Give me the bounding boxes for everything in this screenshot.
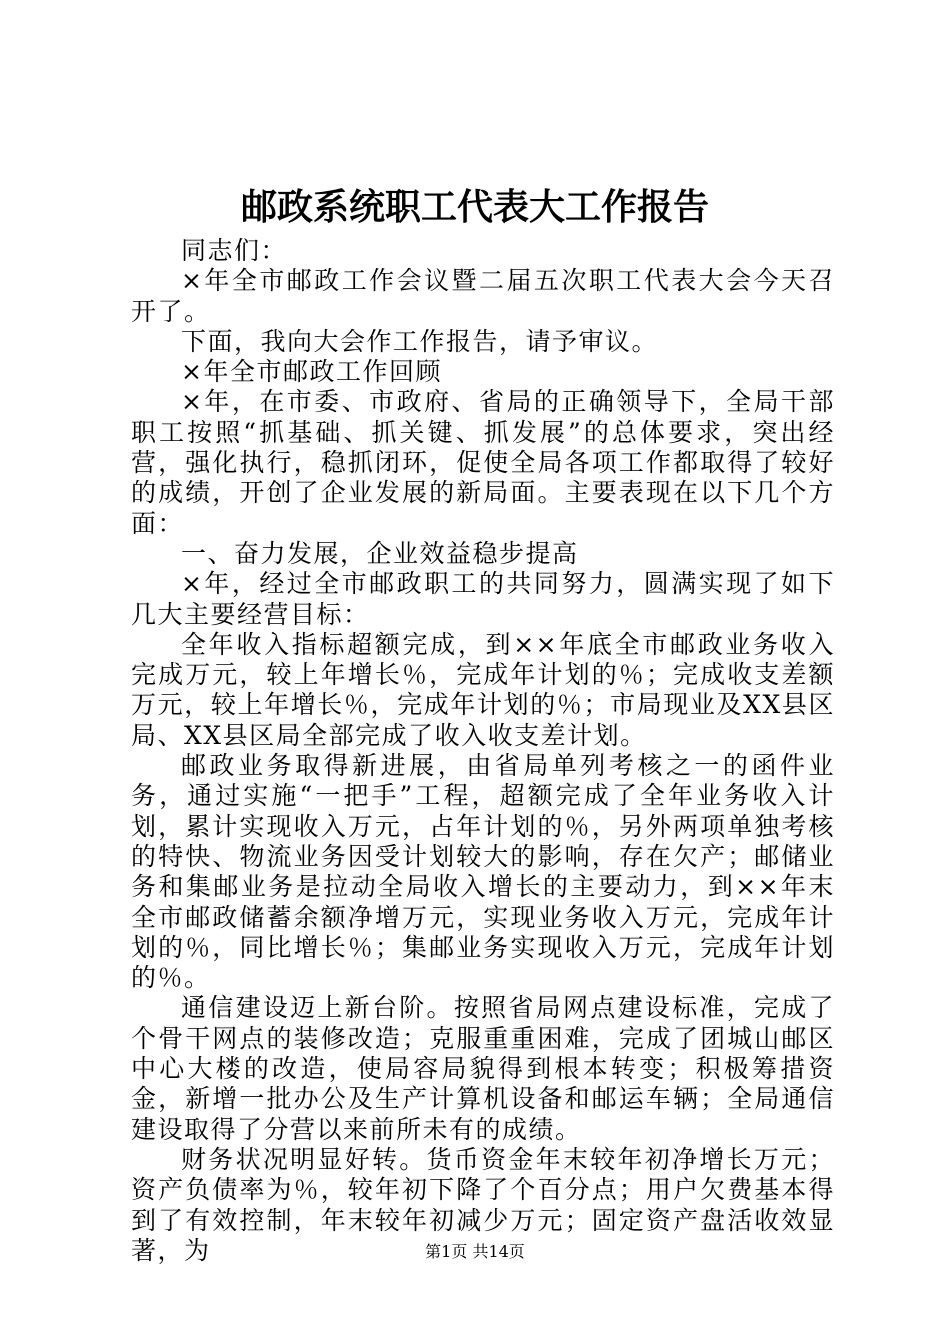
paragraph-report-intro: 下面，我向大会作工作报告，请予审议。 — [181, 326, 659, 356]
paragraph-review-summary: ×年，在市委、市政府、省局的正确领导下，全局干部职工按照“抓基础、抓关键、抓发展”的总体要求，突出经营，强化执行，稳抓闭环，促使全局各项工作都取得了较好的成绩，开创了企业发展的新局面。主要表现在以下几个方面： — [131, 387, 835, 538]
paragraph-revenue: 全年收入指标超额完成，到××年底全市邮政业务收入完成万元，较上年增长％，完成年计划的％；完成收支差额万元，较上年增长％，完成年计划的％；市局现业及XX县区局、XX县区局全部完成了收入收支差计划。 — [131, 629, 835, 750]
page-number-footer: 第1页 共14页 — [425, 1242, 525, 1261]
document-title: 邮政系统职工代表大工作报告 — [240, 186, 709, 228]
section-heading-review: ×年全市邮政工作回顾 — [181, 357, 442, 387]
paragraph-salutation: 同志们： — [181, 236, 288, 265]
paragraph-targets-intro: ×年，经过全市邮政职工的共同努力，圆满实现了如下几大主要经营目标： — [131, 569, 835, 629]
paragraph-finance: 财务状况明显好转。货币资金年末较年初净增长万元；资产负债率为％，较年初下降了个百分点；用户欠费基本得到了有效控制，年末较年初减少万元；固定资产盘活收效显著，为 — [131, 1144, 835, 1265]
paragraph-construction: 通信建设迈上新台阶。按照省局网点建设标准，完成了个骨干网点的装修改造；克服重重困难，完成了团城山邮区中心大楼的改造，使局容局貌得到根本转变；积极筹措资金，新增一批办公及生产计算机设备和邮运车辆；全局通信建设取得了分营以来前所未有的成绩。 — [131, 993, 835, 1144]
section-heading-development: 一、奋力发展，企业效益稳步提高 — [181, 538, 579, 568]
document-body — [131, 236, 835, 1266]
paragraph-business-progress: 邮政业务取得新进展，由省局单列考核之一的函件业务，通过实施“一把手”工程，超额完成了全年业务收入计划，累计实现收入万元，占年计划的％，另外两项单独考核的特快、物流业务因受计划较大的影响，存在欠产；邮储业务和集邮业务是拉动全局收入增长的主要动力，到××年末全市邮政储蓄余额净增万元，实现业务收入万元，完成年计划的％，同比增长％；集邮业务实现收入万元，完成年计划的％。 — [131, 751, 835, 993]
paragraph-opening: ×年全市邮政工作会议暨二届五次职工代表大会今天召开了。 — [131, 266, 835, 326]
